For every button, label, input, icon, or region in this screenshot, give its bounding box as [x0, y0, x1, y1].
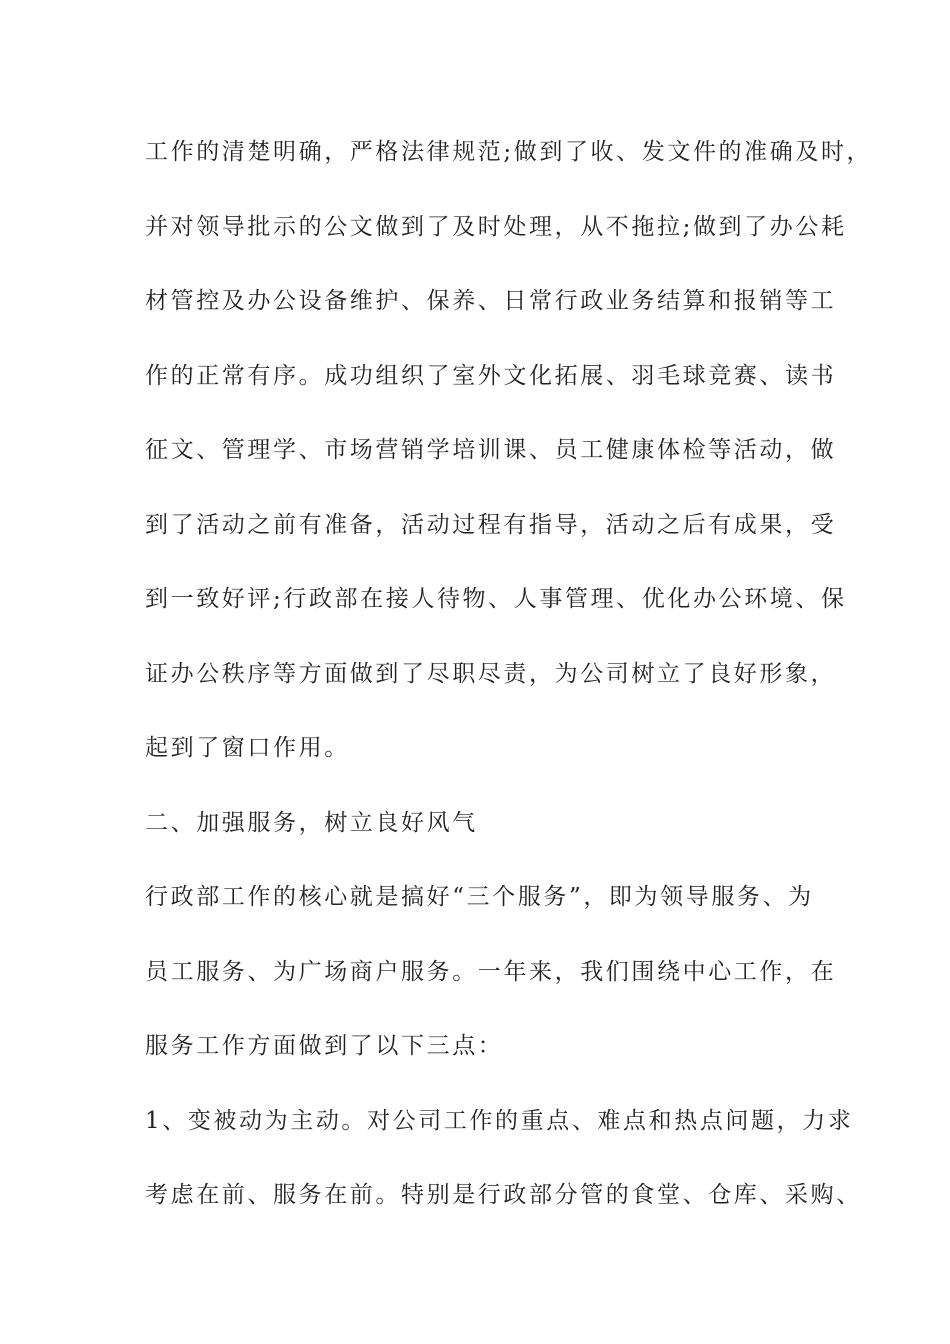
text-line: 员工服务、为广场商户服务。一年来，我们围绕中心工作，在 — [145, 959, 837, 985]
text-line: 工作的清楚明确，严格法律规范;做到了收、发文件的准确及时， — [145, 139, 873, 165]
text-line: 征文、管理学、市场营销学培训课、员工健康体检等活动，做 — [145, 437, 837, 463]
text-line: 起到了窗口作用。 — [145, 735, 350, 761]
text-line: 到了活动之前有准备，活动过程有指导，活动之后有成果，受 — [145, 512, 837, 538]
section-heading: 二、加强服务，树立良好风气 — [145, 810, 478, 836]
text-line: 作的正常有序。成功组织了室外文化拓展、羽毛球竞赛、读书 — [145, 363, 837, 389]
text-line: 材管控及办公设备维护、保养、日常行政业务结算和报销等工 — [145, 288, 837, 314]
text-line: 行政部工作的核心就是搞好“三个服务”，即为领导服务、为 — [145, 884, 814, 910]
text-line: 并对领导批示的公文做到了及时处理，从不拖拉;做到了办公耗 — [145, 214, 847, 240]
text-line: 考虑在前、服务在前。特别是行政部分管的食堂、仓库、采购、 — [145, 1182, 862, 1208]
text-line: 到一致好评;行政部在接人待物、人事管理、优化办公环境、保 — [145, 586, 847, 612]
text-line: 证办公秩序等方面做到了尽职尽责，为公司树立了良好形象， — [145, 661, 837, 687]
text-line: 1、变被动为主动。对公司工作的重点、难点和热点问题，力求 — [145, 1108, 854, 1134]
text-line: 服务工作方面做到了以下三点： — [145, 1033, 504, 1059]
